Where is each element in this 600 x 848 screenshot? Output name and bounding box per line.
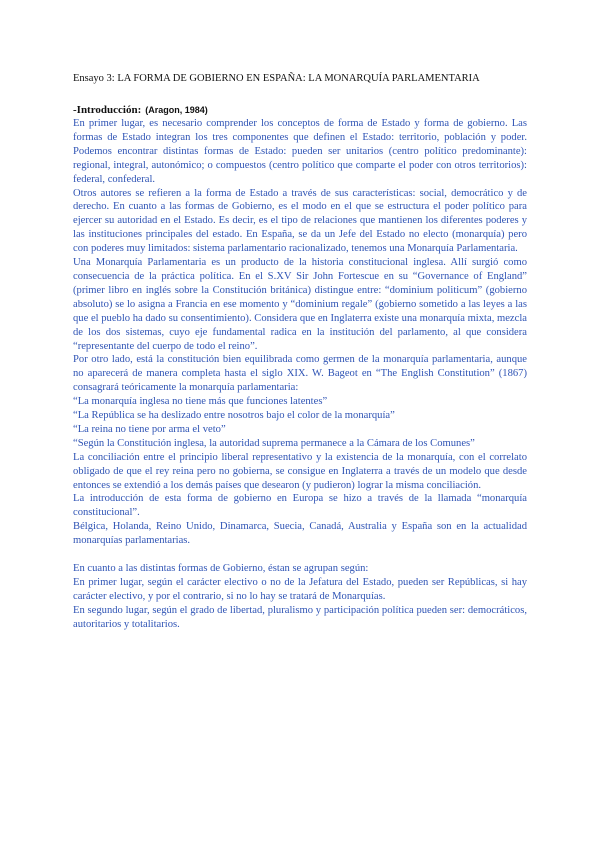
paragraph-constitucion-equilibrada: Por otro lado, está la constitución bien equilibrada como germen de la monarquía parlamentaria, aunque no aparecerá de manera completa hasta el siglo XIX. W. Bageot en “The English Constitution” (1867) consagrará teóricamente la monarquía parlamentaria:: [73, 354, 527, 394]
paragraph-formas-gobierno: En cuanto a las distintas formas de Gobierno, éstan se agrupan según:: [73, 563, 369, 575]
quote-camara-comunes: “Según la Constitución inglesa, la autoridad suprema permanece a la Cámara de los Comunes”: [73, 437, 475, 449]
paragraph-monarquia-origen: Una Monarquía Parlamentaria es un producto de la historia constitucional inglesa. Allí surgió como consecuencia de la práctica política. En el S.XV Sir John Fortescue en su “Governance of England” (primer libro en inglés sobre la Constitución británica) distingue entre: “dominium politicum” (gobierno absoluto) se lo asigna a Francia en ese momento y “dominium regale” (gobierno sometido a las leyes a las que el pueblo ha dado su consentimiento). Considera que en Inglaterra existe una monarquía mixta, mezcla de los dos sistemas, cuyo eje fundamental radica en la institución del parlamento, al que considera “representante del cuerpo de todo el reino”.: [73, 257, 527, 352]
document-title: Ensayo 3: LA FORMA DE GOBIERNO EN ESPAÑA: LA MONARQUÍA PARLAMENTARIA: [73, 73, 480, 84]
paragraph-forma-estado: En primer lugar, es necesario comprender los conceptos de forma de Estado y forma de gobierno. Las formas de Estado integran los tres componentes que definen el Estado: territorio, población y poder. Podemos encontrar distintas formas de Estado: pueden ser unitarios (centro político predominante): regional, integral, autonómico; o compuestos (centro político que comparte el poder con otros territorios): federal, confederal.: [73, 118, 527, 185]
quote-republica: “La República se ha deslizado entre nosotros bajo el color de la monarquía”: [73, 410, 395, 422]
paragraph-segundo-criterio: En segundo lugar, según el grado de libertad, pluralismo y participación política pueden ser: democráticos, autoritarios y totalitarios.: [73, 604, 527, 630]
paragraph-conciliacion: La conciliación entre el principio liberal representativo y la existencia de la monarquía, con el correlato obligado de que el rey reina pero no gobierna, se consigue en Inglaterra a través de un modelo que desde entonces se extendió a los demás países que desearon (y pudieron) lograr la misma conciliación.: [73, 451, 527, 491]
intro-heading: [73, 103, 527, 117]
quote-funciones-latentes: “La monarquía inglesa no tiene más que funciones latentes”: [73, 396, 328, 408]
paragraph-primer-criterio: En primer lugar, según el carácter electivo o no de la Jefatura del Estado, pueden ser Repúblicas, si hay carácter electivo, y por el contrario, si no lo hay se tratará de Monarquías.: [73, 577, 527, 602]
intro-citation: (Aragon, 1984): [145, 105, 208, 115]
document-page: [73, 72, 527, 632]
paragraph-paises: Bélgica, Holanda, Reino Unido, Dinamarca, Suecia, Canadá, Australia y España son en la actualidad monarquías parlamentarias.: [73, 521, 527, 547]
intro-label: -Introducción:: [73, 104, 142, 116]
paragraph-gap: [73, 548, 527, 562]
paragraph-introduccion-europa: La introducción de esta forma de gobierno en Europa se hizo a través de la llamada “monarquía constitucional”.: [73, 493, 527, 519]
quote-veto: “La reina no tiene por arma el veto”: [73, 423, 226, 435]
paragraph-forma-gobierno: Otros autores se refieren a la forma de Estado a través de sus características: social, democrático y de derecho. En cuanto a las formas de Gobierno, es el modo en el que se estructura el poder político para ejercer su autoridad en el Estado. Es decir, es el tipo de relaciones que mantienen los diferentes poderes y las instituciones principales del estado. En España, se da un Jefe del Estado no electo (monarquía) pero con poderes muy limitados: sistema parlamentario racionalizado, tenemos una Monarquía Parlamentaria.: [73, 187, 527, 255]
